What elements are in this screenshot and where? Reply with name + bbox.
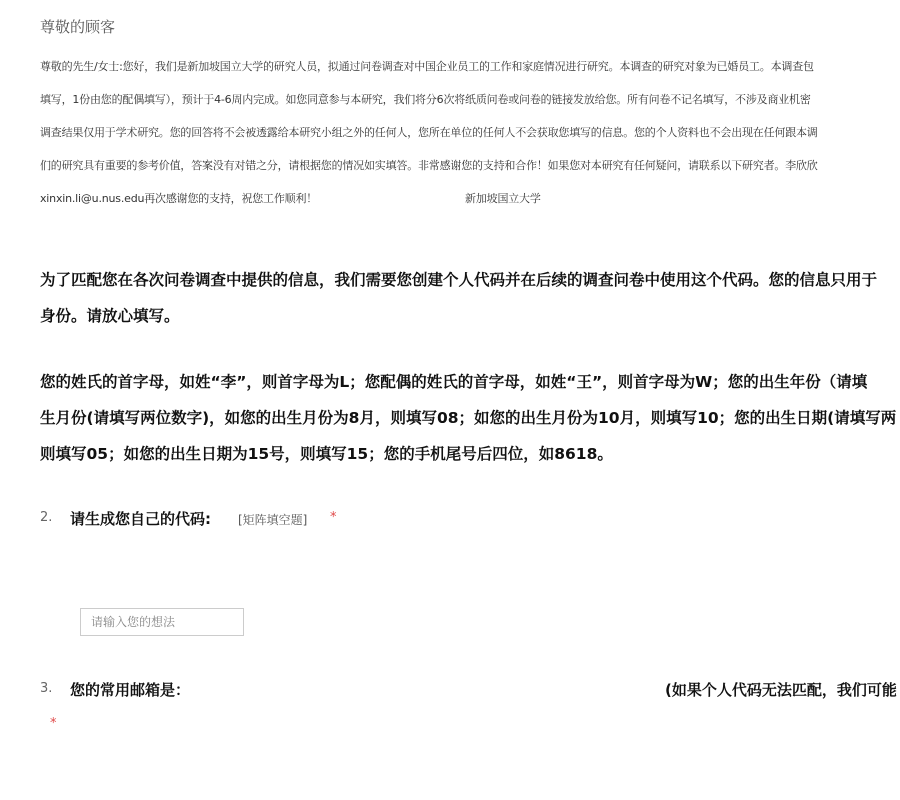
required-asterisk: * [330,510,337,525]
intro-line: 们的研究具有重要的参考价值，答案没有对错之分，请根据您的情况如实填答。非常感谢您的支持和合作！如果您对本研究有任何疑问，请联系以下研究者。李欣欣 [40,159,818,172]
question-type-label: [矩阵填空题] [238,513,308,527]
question-note: (如果个人代码无法匹配，我们可能 [665,681,897,699]
question-title: 请生成您自己的代码: [70,510,211,528]
question-title: 您的常用邮箱是： [70,681,191,699]
code-input[interactable] [80,608,244,636]
greeting-heading: 尊敬的顾客 [40,18,116,36]
code-rules-line: 您的姓氏的首字母，如姓“李”，则首字母为L；您配偶的姓氏的首字母，如姓“王”，则首字母为W；您的出生年份（请填 [40,373,868,391]
question-number: 3. [40,681,53,696]
intro-last-line [40,190,541,206]
intro-line: 填写，1份由您的配偶填写），预计于4-6周内完成。如您同意参与本研究，我们将分6次将纸质问卷或问卷的链接发放给您。所有问卷不记名填写，不涉及商业机密 [40,93,811,106]
code-instruction-line: 身份。请放心填写。 [40,307,180,325]
intro-line: 调查结果仅用于学术研究。您的回答将不会被透露给本研究小组之外的任何人，您所在单位的任何人不会获取您填写的信息。您的个人资料也不会出现在任何跟本调 [40,126,818,139]
code-rules-line: 则填写05；如您的出生日期为15号，则填写15；您的手机尾号后四位，如8618。 [40,445,613,463]
code-instruction-line: 为了匹配您在各次问卷调查中提供的信息，我们需要您创建个人代码并在后续的调查问卷中使用这个代码。您的信息只用于 [40,271,878,289]
question-number: 2. [40,510,53,525]
required-asterisk: * [50,716,57,731]
intro-line: 尊敬的先生/女士:您好，我们是新加坡国立大学的研究人员，拟通过问卷调查对中国企业员工的工作和家庭情况进行研究。本调查的研究对象为已婚员工。本调查包 [40,60,814,73]
intro-contact-text: xinxin.li@u.nus.edu再次感谢您的支持，祝您工作顺利！ [40,192,318,205]
intro-signature: 新加坡国立大学 [465,192,541,205]
code-rules-line: 生月份(请填写两位数字)，如您的出生月份为8月，则填写08；如您的出生月份为10月，则填写10；您的出生日期(请填写两 [40,409,897,427]
